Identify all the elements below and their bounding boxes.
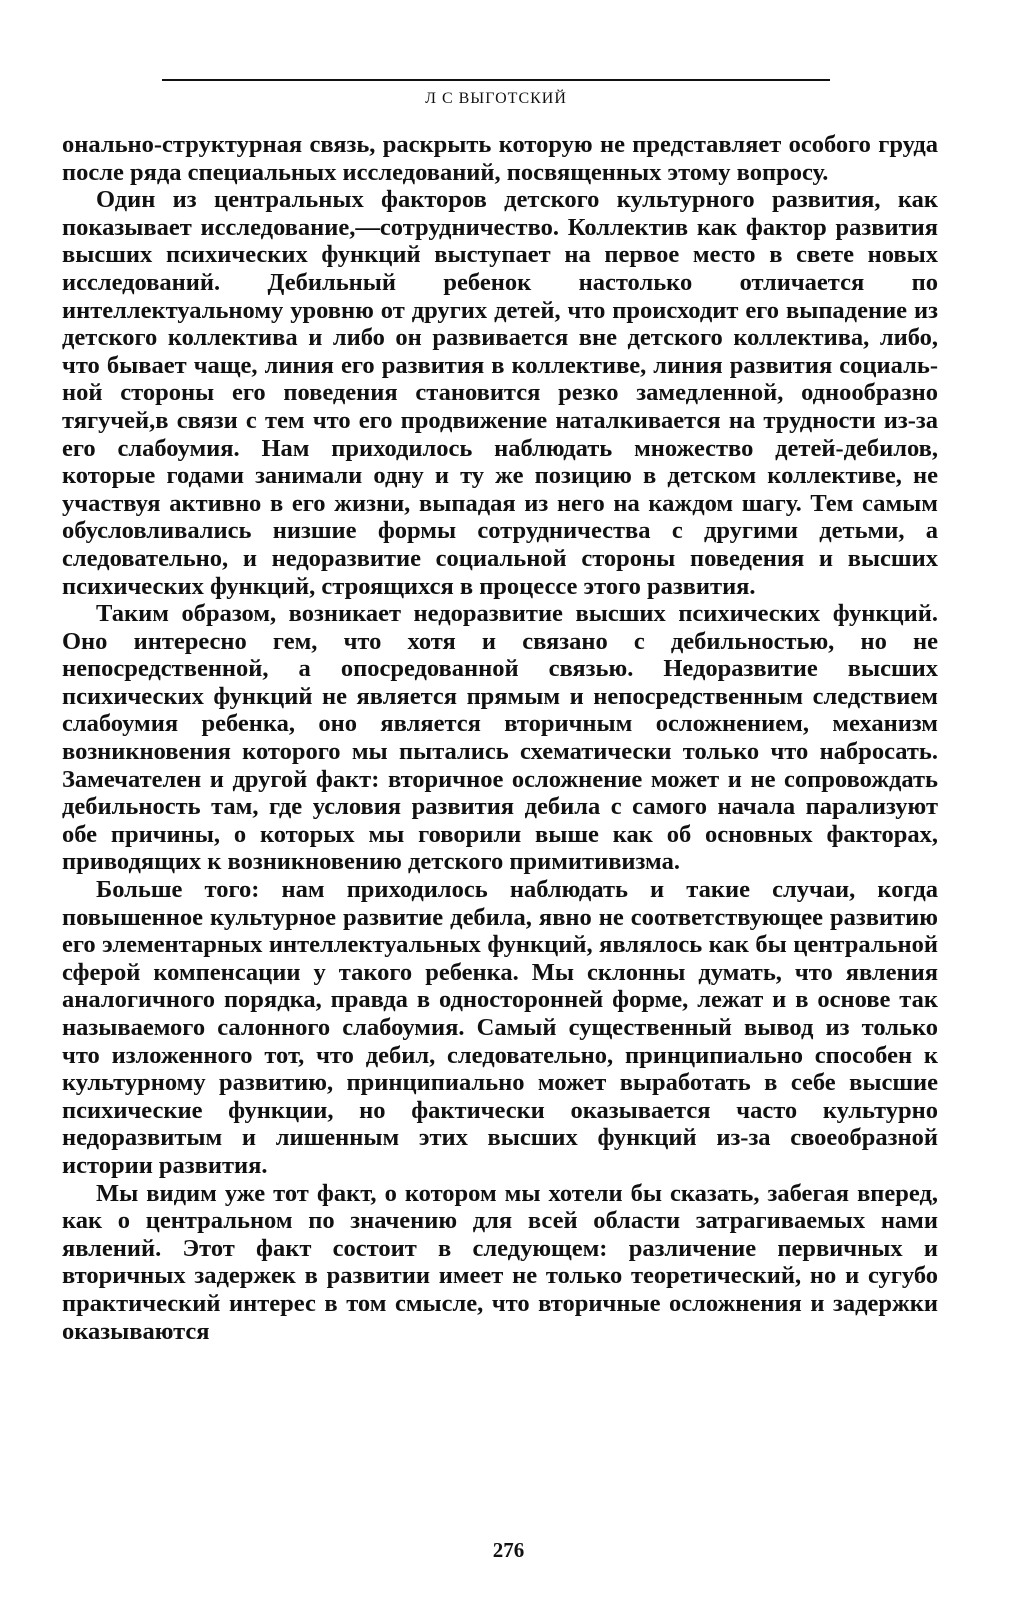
- paragraph-3: Таким образом, возникает недоразвитие высших психических функций. Оно интересно гем, что хотя и связано с дебильностью, но не непосредственной, а опосредованной связью. Недоразвитие высших психических функций не является прямым и непосредственным следствием слабоумия ребенка, оно является вторичным осложнением, механизм возникновения которого мы пытались схематически только что набросать. Замечателен и другой факт: вторичное осложнение может и не сопровождать дебильность там, где условия развития дебила с самого начала парализуют обе причины, о которых мы говорили выше как об основных факторах, приводящих к возникновению детского примитивизма.: [62, 600, 938, 876]
- header-rule: [162, 79, 830, 81]
- running-head: Л С ВЫГОТСКИЙ: [425, 90, 567, 107]
- paragraph-4: Больше того: нам приходилось наблюдать и такие случаи, когда повышенное культурное развитие дебила, явно не соответствующее развитию его элементарных интеллектуальных функций, являлось как бы центральной сферой компенсации у такого ребенка. Мы склонны думать, что явления аналогичного порядка, правда в односторонней форме, лежат и в основе так называемого салонного слабоумия. Самый существенный вывод из только что изложенного тот, что дебил, следовательно, принципиально способен к культурному развитию, принципиально может выработать в себе высшие психические функции, но фактически оказывается часто культурно недоразвитым и лишенным этих высших функций из-за своеобразной истории развития.: [62, 876, 938, 1179]
- page-number: 276: [492, 1538, 525, 1562]
- paragraph-1: онально-структурная связь, раскрыть которую не представляет особого груда после ряда специальных исследований, посвященных этому вопросу.: [62, 131, 938, 186]
- paragraph-5: Мы видим уже тот факт, о котором мы хотели бы сказать, забегая вперед, как о центральном по значению для всей области затрагиваемых нами явлений. Этот факт состоит в следующем: различение первичных и вторичных задержек в развитии имеет не только теоретический, но и сугубо практический интерес в том смысле, что вторичные осложнения и задержки оказываются: [62, 1179, 938, 1345]
- paragraph-2: Один из центральных факторов детского культурного развития, как показывает исследование,—сотрудничество. Коллектив как фактор развития высших психических функций выступает на первое место в свете новых исследований. Дебильный ребенок настолько отличается по интеллектуальному уровню от других детей, что происходит его выпадение из детского коллектива и либо он развивается вне детского коллектива, либо, что бывает чаще, линия его развития в коллективе, линия развития социальной стороны его поведения становится резко замедленной, однообразно тягучей,в связи с тем что его продвижение наталкивается на трудности из-за его слабоумия. Нам приходилось наблюдать множество детей-дебилов, которые годами занимали одну и ту же позицию в детском коллективе, не участвуя активно в его жизни, выпадая из него на каждом шагу. Тем самым обусловливались низшие формы сотрудничества с другими детьми, а следовательно, и недоразвитие социальной стороны поведения и высших психических функций, строящихся в процессе этого развития.: [62, 186, 938, 600]
- body-text: [62, 131, 938, 1345]
